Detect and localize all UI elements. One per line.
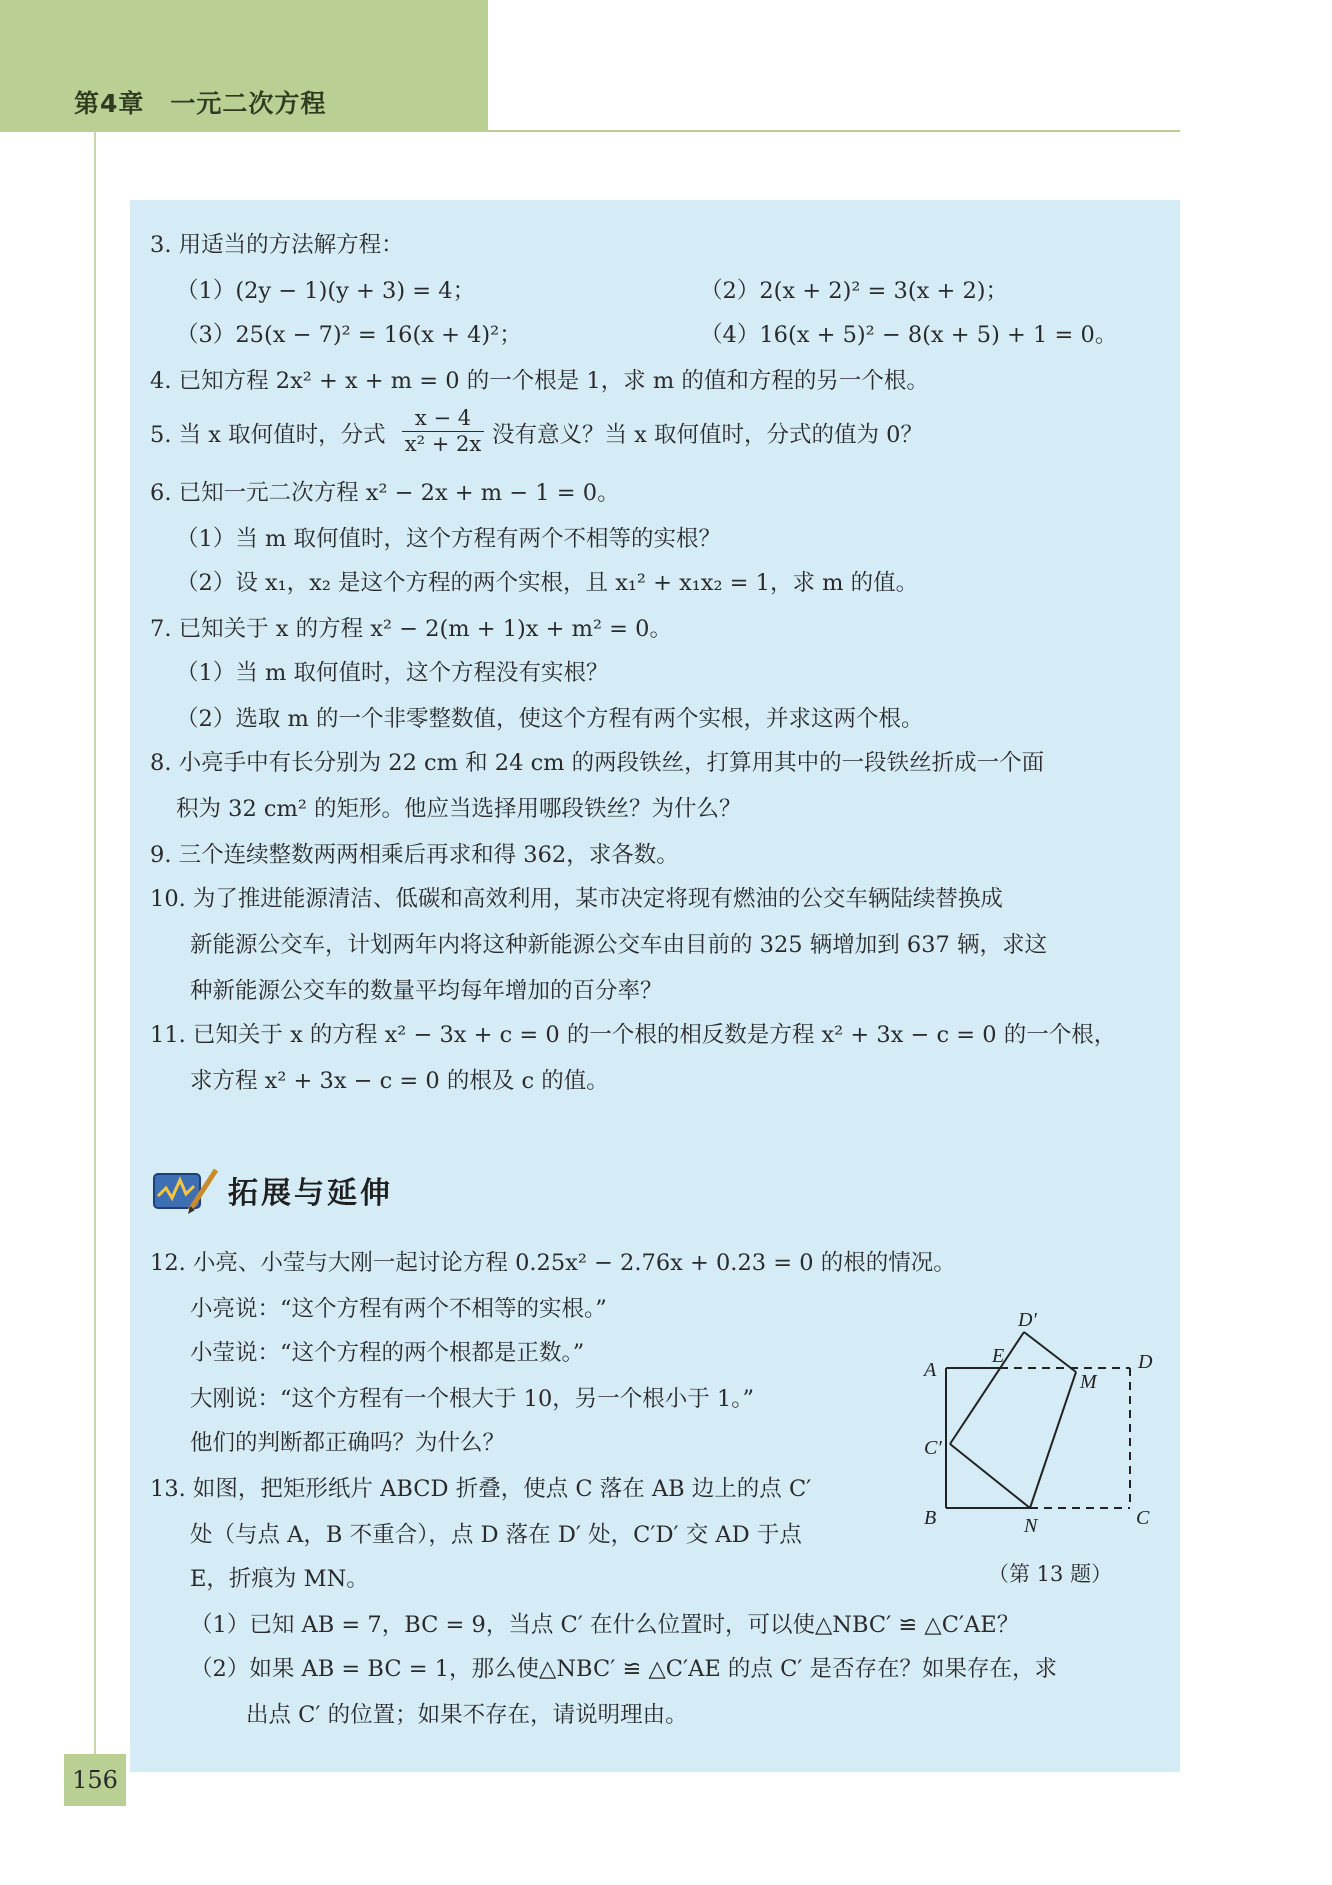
segment-CpDp <box>950 1332 1024 1444</box>
exercise-8-line2: 积为 32 cm² 的矩形。他应当选择用哪段铁丝？为什么？ <box>176 796 742 822</box>
segment-DpM <box>1024 1332 1076 1372</box>
exercise-6: 6. 已知一元二次方程 x² − 2x + m − 1 = 0。 <box>150 480 620 506</box>
exercise-7: 7. 已知关于 x 的方程 x² − 2(m + 1)x + m² = 0。 <box>150 616 672 642</box>
exercise-12-xiaoying: 小莹说：“这个方程的两个根都是正数。” <box>190 1340 585 1366</box>
section-icon <box>150 1160 220 1216</box>
exercise-5-end: 没有意义？当 x 取何值时，分式的值为 0？ <box>492 422 923 448</box>
margin-rule <box>94 132 96 1762</box>
exercise-3-part4: （4）16(x + 5)² − 8(x + 5) + 1 = 0。 <box>700 322 1118 348</box>
section-title: 拓展与延伸 <box>228 1176 393 1211</box>
exercise-13-line2: 处（与点 A，B 不重合），点 D 落在 D′ 处，C′D′ 交 AD 于点 <box>190 1522 802 1548</box>
fraction-denominator: x² + 2x <box>404 432 482 456</box>
label-Dp: D′ <box>1018 1310 1037 1331</box>
label-B: B <box>924 1507 937 1529</box>
exercise-12-dagang: 大刚说：“这个方程有一个根大于 10，另一个根小于 1。” <box>190 1386 755 1412</box>
segment-CpN <box>950 1444 1030 1508</box>
exercise-10-line2: 新能源公交车，计划两年内将这种新能源公交车由目前的 325 辆增加到 637 辆，求这 <box>190 932 1048 958</box>
header-rule <box>488 130 1180 132</box>
label-A: A <box>924 1359 937 1381</box>
exercise-7-part2: （2）选取 m 的一个非零整数值，使这个方程有两个实根，并求这两个根。 <box>176 706 924 732</box>
label-M: M <box>1080 1371 1097 1393</box>
label-D: D <box>1138 1351 1153 1373</box>
label-N: N <box>1024 1515 1038 1537</box>
fraction <box>402 406 484 456</box>
exercise-13-line3: E，折痕为 MN。 <box>190 1566 369 1592</box>
exercise-3-part2: （2）2(x + 2)² = 3(x + 2)； <box>700 278 1009 304</box>
exercise-13-part2-line2: 出点 C′ 的位置；如果不存在，请说明理由。 <box>246 1702 688 1728</box>
exercise-7-part1: （1）当 m 取何值时，这个方程没有实根？ <box>176 660 609 686</box>
label-E: E <box>992 1345 1005 1367</box>
exercise-6-part2: （2）设 x₁，x₂ 是这个方程的两个实根，且 x₁² + x₁x₂ = 1，求 m 的值。 <box>176 570 919 596</box>
exercise-12: 12. 小亮、小莹与大刚一起讨论方程 0.25x² − 2.76x + 0.23 = 0 的根的情况。 <box>150 1250 956 1276</box>
exercise-13-line1: 13. 如图，把矩形纸片 ABCD 折叠，使点 C 落在 AB 边上的点 C′ <box>150 1476 812 1502</box>
exercise-5-start: 5. 当 x 取何值时，分式 <box>150 422 386 448</box>
page-number: 156 <box>64 1754 126 1806</box>
exercise-9: 9. 三个连续整数两两相乘后再求和得 362，求各数。 <box>150 842 679 868</box>
exercise-3-part1: （1）(2y − 1)(y + 3) = 4； <box>176 278 476 304</box>
exercise-13-part2-line1: （2）如果 AB = BC = 1，那么使△NBC′ ≌ △C′AE 的点 C′ 是否存在？如果存在，求 <box>190 1656 1058 1682</box>
exercise-8-line1: 8. 小亮手中有长分别为 22 cm 和 24 cm 的两段铁丝，打算用其中的一段铁丝折成一个面 <box>150 750 1045 776</box>
label-Cp: C′ <box>924 1437 942 1459</box>
exercise-6-part1: （1）当 m 取何值时，这个方程有两个不相等的实根？ <box>176 526 721 552</box>
exercise-12-xiaoliang: 小亮说：“这个方程有两个不相等的实根。” <box>190 1296 607 1322</box>
label-C: C <box>1136 1507 1150 1529</box>
exercise-3-part3: （3）25(x − 7)² = 16(x + 4)²； <box>176 322 522 348</box>
exercise-3-title: 3. 用适当的方法解方程： <box>150 232 404 258</box>
fraction-numerator: x − 4 <box>414 406 472 430</box>
exercise-11-line2: 求方程 x² + 3x − c = 0 的根及 c 的值。 <box>190 1068 609 1094</box>
figure-caption: （第 13 题） <box>988 1562 1113 1586</box>
geometry-figure <box>920 1310 1160 1562</box>
exercise-10-line1: 10. 为了推进能源清洁、低碳和高效利用，某市决定将现有燃油的公交车辆陆续替换成 <box>150 886 1003 912</box>
exercise-4: 4. 已知方程 2x² + x + m = 0 的一个根是 1，求 m 的值和方程的另一个根。 <box>150 368 929 394</box>
segment-MN <box>1030 1372 1076 1508</box>
exercise-10-line3: 种新能源公交车的数量平均每年增加的百分率？ <box>190 978 663 1004</box>
exercise-11-line1: 11. 已知关于 x 的方程 x² − 3x + c = 0 的一个根的相反数是方程 x² + 3x − c = 0 的一个根， <box>150 1022 1117 1048</box>
exercise-13-part1: （1）已知 AB = 7，BC = 9，当点 C′ 在什么位置时，可以使△NBC′ ≌ △C′AE？ <box>190 1612 1020 1638</box>
chapter-title: 第4章 一元二次方程 <box>74 89 327 118</box>
exercise-12-question: 他们的判断都正确吗？为什么？ <box>190 1430 506 1456</box>
